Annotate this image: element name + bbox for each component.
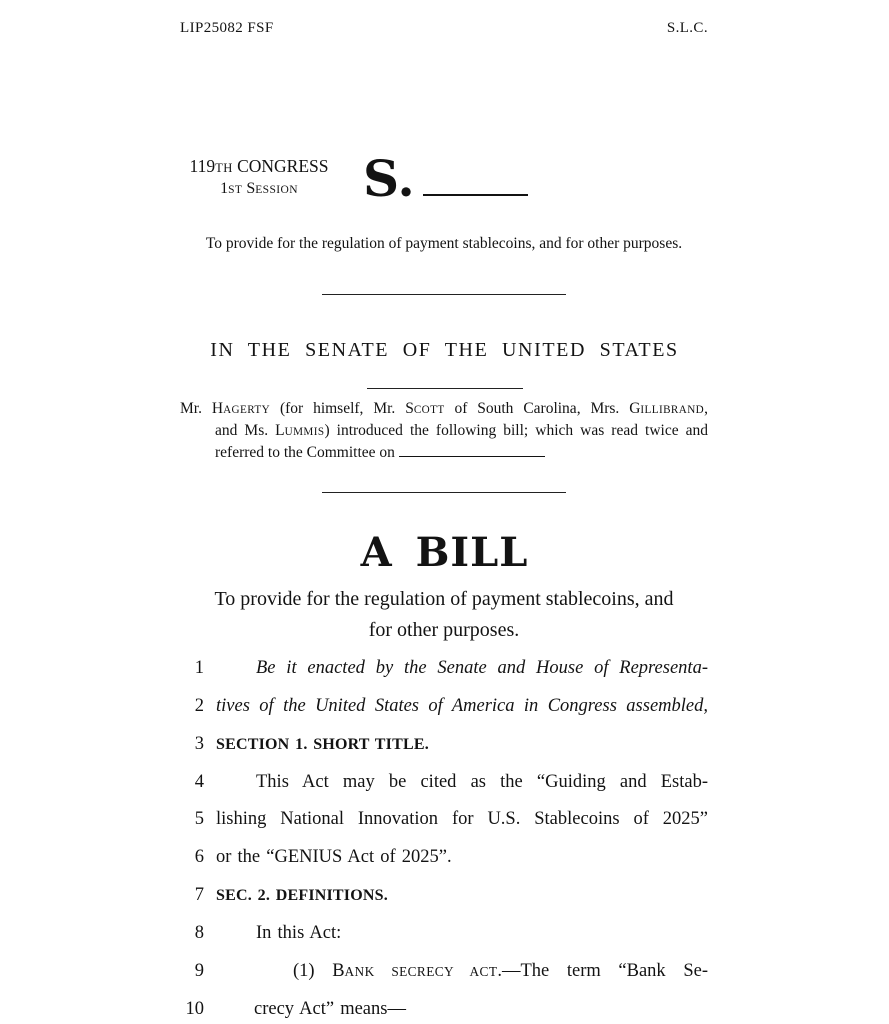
document-header [180,20,708,37]
body-line [180,882,708,920]
body-line [180,731,708,769]
long-title-line-2: for other purposes. [368,619,520,641]
chamber-heading: IN THE SENATE OF THE UNITED STATES [210,339,679,361]
sponsor-line: and Ms. LUMMIS) introduced the following bill; which was read twice and [215,421,708,439]
body-line [180,958,708,996]
sponsor-line: Mr. HAGERTY (for himself, Mr. SCOTT of South Carolina, Mrs. GILLIBRAND, [180,400,708,417]
horizontal-rule-2 [367,388,523,389]
slc-code: S.L.C. [666,20,708,36]
line-number: 5 [194,809,204,830]
line-number: 10 [185,998,204,1019]
bill-number [363,150,528,208]
line-text: (1) BANK SECRECY ACT.—The term “Bank Se- [293,960,708,981]
line-text: In this Act: [256,922,342,943]
line-text: Be it enacted by the Senate and House of Representa- [256,658,708,678]
body-line [180,920,708,958]
body-line [180,844,708,882]
long-title [180,584,708,646]
bill-number-prefix: S. [363,149,415,208]
line-number: 4 [194,771,204,792]
line-number: 8 [194,922,204,943]
body-line [180,769,708,807]
sponsors-paragraph [180,399,708,462]
long-title-line-1: To provide for the regulation of payment stablecoins, and [214,588,674,610]
line-number: 9 [194,960,204,981]
line-number: 6 [194,847,204,868]
line-text: tives of the United States of America in Congress assembled, [216,695,708,716]
congress-number: 119TH CONGRESS [189,156,329,176]
line-number: 7 [194,885,204,906]
official-title-short: To provide for the regulation of payment stablecoins, and for other purposes. [205,235,683,252]
line-text: SEC. 2. DEFINITIONS. [216,887,388,905]
body-line [180,693,708,731]
body-line [180,655,708,693]
bill-title: A BILL [360,529,529,576]
congress-session-block [180,156,338,198]
line-number: 1 [194,658,204,678]
bill-number-blank [423,190,528,196]
line-text: lishing National Innovation for U.S. Stablecoins of 2025” [216,809,708,830]
horizontal-rule-1 [322,294,566,295]
session-number: 1ST SESSION [220,180,298,197]
committee-blank [399,443,545,456]
draft-code: LIP25082 FSF [180,20,274,36]
line-text: SECTION 1. SHORT TITLE. [216,735,429,753]
line-text: or the “GENIUS Act of 2025”. [216,847,452,868]
body-line [180,806,708,844]
horizontal-rule-3 [322,492,566,493]
congress-block [180,150,708,220]
line-number: 3 [194,733,204,754]
line-text: This Act may be cited as the “Guiding and Estab- [256,771,708,792]
sponsor-line: referred to the Committee on [180,443,708,463]
line-text: crecy Act” means— [254,998,406,1019]
line-number: 2 [194,695,204,716]
body-line [180,996,708,1024]
body-lines [180,655,708,1024]
